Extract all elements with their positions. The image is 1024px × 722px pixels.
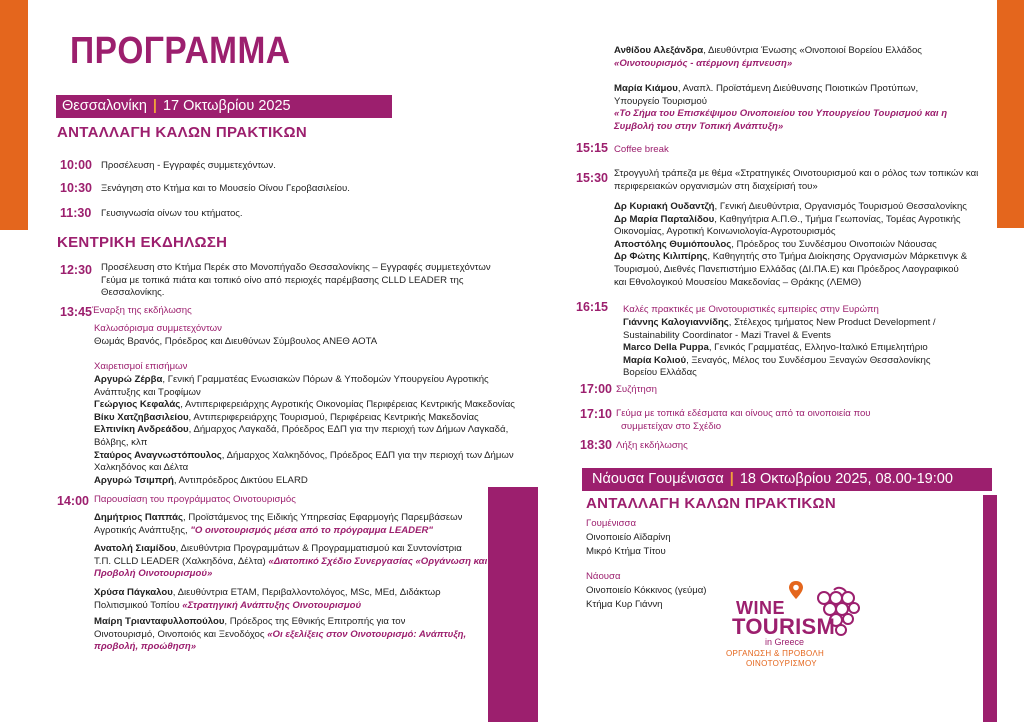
- talk-title: «Το Σήμα του Επισκέψιμου Οινοποιείου του Υπουργείου Τουρισμού και η: [614, 108, 948, 120]
- item-1230-line: Προσέλευση στο Κτήμα Περέκ στο Μονοπήγαδο Θεσσαλονίκης – Εγγραφές συμμετεχόντων: [101, 262, 491, 273]
- logo-in-greece: in Greece: [765, 637, 805, 647]
- speaker-name: Δημήτριος Παππάς: [94, 512, 184, 523]
- visit-item: Οινοποιείο Κόκκινος (γεύμα): [586, 585, 707, 596]
- speaker-name: Αποστόλης Θυμιόπουλος: [614, 238, 732, 250]
- day1-date: 17 Οκτωβρίου 2025: [162, 98, 291, 114]
- speaker-name: Μαρία Κολιού: [623, 354, 687, 366]
- area-goumenissa: Γουμένισσα: [586, 518, 636, 529]
- talk-title: Προβολή Οινοτουρισμού»: [94, 568, 213, 580]
- item-1030: Ξενάγηση στο Κτήμα και το Μουσείο Οίνου Γεροβασιλείου.: [101, 183, 350, 194]
- logo-tagline: ΟΡΓΑΝΩΣΗ & ΠΡΟΒΟΛΗ: [726, 649, 825, 658]
- greeting-line: Βίκυ Χατζηβασιλείου, Αντιπεριφερειάρχης Τουρισμού, Περιφέρειας Κεντρικής Μακεδονίας: [94, 411, 479, 423]
- day1-section-main-event: ΚΕΝΤΡΙΚΗ ΕΚΔΗΛΩΣΗ: [57, 234, 228, 251]
- best-practices-speakers: Γιάννης Καλογιαννίδης, Στέλεχος τμήματος New Product Development / Sustainability Coordinator - Mazi Travel & Events Marco Della Puppa, Γενικός Γραμματέας, Ελληνο-Ιταλικό Επιμελητήριο Μαρία Κολιού, Ξεναγός, Μέλος του Συνδέσμου Ξεναγών Θεσσαλονίκης Βορείου Ελλάδας: [623, 317, 936, 379]
- item-1230-line: Θεσσαλονίκης.: [101, 287, 165, 299]
- time-1615: 16:15: [576, 300, 608, 314]
- time-1700: 17:00: [580, 382, 612, 396]
- time-1230: 12:30: [60, 263, 92, 277]
- time-1515: 15:15: [576, 141, 608, 155]
- coffee-break: Coffee break: [614, 144, 669, 155]
- item-1000: Προσέλευση - Εγγραφές συμμετεχόντων.: [101, 160, 276, 171]
- speaker-name: Χρύσα Πάγκαλου: [94, 586, 173, 598]
- greetings-list: [94, 374, 515, 487]
- talk-title: «Διατοπικό Σχέδιο Συνεργασίας «Οργάνωση και: [268, 555, 488, 567]
- visit-item: Μικρό Κτήμα Τίτου: [586, 546, 666, 557]
- speaker-name: Ανθίδου Αλεξάνδρα: [614, 45, 704, 56]
- band-separator: |: [152, 98, 157, 114]
- day2-place: Νάουσα Γουμένισσα: [592, 471, 724, 487]
- round-table-panel: Δρ Κυριακή Ουδαντζή, Γενική Διευθύντρια, Οργανισμός Τουρισμού Θεσσαλονίκης Δρ Μαρία Παρταλίδου, Καθηγήτρια Α.Π.Θ., Τμήμα Γεωπονίας, Τομέας Αγροτικής Οικονομίας, Αγροτική Κοινωνιολογία-Αγροτουρισμός Αποστόλης Θυμιόπουλος, Πρόεδρος του Συνδέσμου Οινοποιών Νάουσας Δρ Φώτης Κιλιπίρης, Καθηγητής στο Τμήμα Διοίκησης Οργανισμών Μάρκετινγκ & Τουρισμού, Διεθνές Πανεπιστήμιο Ελλάδας (ΔΙ.ΠΑ.Ε) και Πρόεδρος Λαογραφικού και Εθνολογικού Μουσείου Μακεδονίας – Θράκης (ΛΕΜΘ): [614, 201, 968, 288]
- speaker-name: Ανατολή Σιαμίδου: [94, 543, 176, 555]
- day2-date-band: [582, 468, 992, 491]
- talk-title: "Ο οινοτουρισμός μέσα από το πρόγραμμα LEADER": [190, 524, 433, 536]
- welcome-heading: Καλωσόρισμα συμμετεχόντων: [94, 323, 222, 334]
- talk-title: «Οι εξελίξεις στον Οινοτουρισμό: Ανάπτυξη,: [267, 628, 467, 640]
- speaker-name: Marco Della Puppa: [623, 342, 709, 354]
- time-1830: 18:30: [580, 438, 612, 452]
- talk-title: «Οινοτουρισμός - ατέρμονη έμπνευση»: [614, 57, 793, 69]
- day2-section-best-practices: ΑΝΤΑΛΛΑΓΗ ΚΑΛΩΝ ΠΡΑΚΤΙΚΩΝ: [586, 495, 837, 512]
- greeting-line: Χαλκηδόνος και Δέλτα: [94, 462, 189, 474]
- day1-city: Θεσσαλονίκη: [62, 98, 147, 114]
- greeting-line: Αργυρώ Τσιμπρή, Αντιπρόεδρος Δικτύου ELARD: [94, 474, 308, 486]
- item-1230: [101, 262, 491, 300]
- greeting-line: Γεώργιος Κεφαλάς, Αντιπεριφερειάρχης Αγροτικής Οικονομίας Περιφέρειας Κεντρικής Μακεδονίας: [94, 399, 515, 411]
- welcome-speaker: Θωμάς Βρανός, Πρόεδρος και Διευθύνων Σύμβουλος ΑΝΕΘ ΑΟΤΑ: [94, 336, 378, 347]
- speaker-name: Ελπινίκη Ανδρεάδου: [94, 424, 189, 436]
- best-practices-heading: Καλές πρακτικές με Οινοτουριστικές εμπειρίες στην Ευρώπη: [623, 304, 879, 315]
- talk-title: Συμβολή του στην Τοπική Ανάπτυξη»: [614, 120, 784, 132]
- area-naousa: Νάουσα: [586, 571, 621, 582]
- band-separator: |: [729, 471, 734, 487]
- greetings-heading: Χαιρετισμοί επισήμων: [94, 361, 188, 372]
- time-1130: 11:30: [60, 206, 92, 220]
- greeting-line: Αργυρώ Ζέρβα, Γενική Γραμματέας Ενωσιακών Πόρων & Υποδομών Υπουργείου Αγροτικής: [94, 374, 489, 385]
- greeting-line: Ανάπτυξης και Τροφίμων: [94, 386, 201, 398]
- speaker-name: Σταύρος Αναγνωστόπουλος: [94, 449, 222, 461]
- item-1130: Γευσιγνωσία οίνων του κτήματος.: [101, 208, 243, 219]
- speaker-name: Μαρία Κιάμου: [614, 83, 678, 95]
- visit-item: Κτήμα Κυρ Γιάννη: [586, 599, 663, 610]
- time-1030: 10:30: [60, 181, 92, 195]
- page-title: ΠΡΟΓΡΑΜΜΑ: [70, 30, 291, 72]
- visit-item: Οινοποιείο Αϊδαρίνη: [586, 532, 671, 543]
- center-purple-bar: [488, 487, 538, 722]
- logo-word-tourism: TOURISM: [732, 614, 836, 639]
- day1-date-band: [56, 95, 392, 118]
- day1-section-best-practices: ΑΝΤΑΛΛΑΓΗ ΚΑΛΩΝ ΠΡΑΚΤΙΚΩΝ: [57, 124, 308, 141]
- time-1000: 10:00: [60, 158, 92, 172]
- time-1400: 14:00: [57, 494, 89, 508]
- speaker-name: Γεώργιος Κεφαλάς: [94, 399, 181, 411]
- bottom-right-purple-bar: [983, 495, 997, 722]
- speaker-name: Αργυρώ Τσιμπρή: [94, 474, 174, 486]
- time-1710: 17:10: [580, 407, 612, 421]
- speaker-name: Δρ Μαρία Παρταλίδου: [614, 213, 715, 225]
- discussion: Συζήτηση: [616, 384, 657, 395]
- greeting-line: Βόλβης, κλπ: [94, 436, 148, 448]
- opening-heading: Έναρξη της εκδήλωσης: [92, 305, 192, 316]
- speaker-name: Δρ Κυριακή Ουδαντζή: [614, 201, 715, 212]
- left-orange-bar: [0, 0, 28, 230]
- lunch: Γεύμα με τοπικά εδέσματα και οίνους από τα οινοποιεία που συμμετείχαν στο Σχέδιο: [616, 408, 871, 432]
- wine-tourism-logo: [726, 580, 872, 675]
- greeting-line: Ελπινίκη Ανδρεάδου, Δήμαρχος Λαγκαδά, Πρόεδρος ΕΔΠ για την περιοχή των Δήμων Λαγκαδά,: [94, 424, 509, 436]
- time-1345: 13:45: [60, 305, 92, 319]
- closing: Λήξη εκδήλωσης: [616, 440, 688, 451]
- right-orange-bar: [997, 0, 1024, 228]
- greeting-line: Σταύρος Αναγνωστόπουλος, Δήμαρχος Χαλκηδόνος, Πρόεδρος ΕΔΠ για την περιοχή των Δήμων: [94, 449, 514, 461]
- speaker-name: Αργυρώ Ζέρβα: [94, 374, 163, 385]
- logo-word-wine: WINE: [736, 598, 785, 618]
- time-1530: 15:30: [576, 171, 608, 185]
- speaker-name: Βίκυ Χατζηβασιλείου: [94, 411, 189, 423]
- location-pin-icon: [788, 580, 804, 600]
- right-presentations: Ανθίδου Αλεξάνδρα, Διευθύντρια Ένωσης «Οινοποιοί Βορείου Ελλάδος «Οινοτουρισμός - ατέρμονη έμπνευση» Μαρία Κιάμου, Αναπλ. Προϊστάμενη Διεύθυνσης Ποιοτικών Προτύπων, Υπουργείο Τουρισμού «Το Σήμα του Επισκέψιμου Οινοποιείου του Υπουργείου Τουρισμού και η Συμβολή του στην Τοπική Ανάπτυξη»: [614, 45, 948, 132]
- presentations-list: Δημήτριος Παππάς, Προϊστάμενος της Ειδικής Υπηρεσίας Εφαρμογής Παρεμβάσεων Αγροτικής Ανάπτυξης, "Ο οινοτουρισμός μέσα από το πρόγραμμα LEADER" Ανατολή Σιαμίδου, Διευθύντρια Προγραμμάτων & Προγραμματισμού και Συντονίστρια Τ.Π. CLLD LEADER (Χαλκηδόνα, Δέλτα) «Διατοπικό Σχέδιο Συνεργασίας «Οργάνωση και Προβολή Οινοτουρισμού» Χρύσα Πάγκαλου, Διευθύντρια ΕΤΑΜ, Περιβαλλοντολόγος, MSc, MEd, Διδάκτωρ Πολιτισμικού Τοπίου «Στρατηγική Ανάπτυξης Οινοτουρισμού Μαίρη Τριανταφυλλοπούλου, Πρόεδρος της Εθνικής Επιτροπής για τον Οινοτουρισμό, Οινοποιός και Ξενοδόχος «Οι εξελίξεις στον Οινοτουρισμό: Ανάπτυξη, προβολή, προώθηση»: [94, 512, 488, 653]
- talk-title: «Στρατηγική Ανάπτυξης Οινοτουρισμού: [182, 599, 362, 611]
- day2-date: 18 Οκτωβρίου 2025, 08.00-19:00: [739, 471, 953, 487]
- speaker-name: Μαίρη Τριανταφυλλοπούλου: [94, 616, 225, 628]
- round-table-topic: Στρογγυλή τράπεζα με θέμα «Στρατηγικές Οινοτουρισμού και ο ρόλος των τοπικών και περιφερειακών οργανισμών στη διαχείρισή του»: [614, 168, 979, 192]
- logo-tagline: ΟΙΝΟΤΟΥΡΙΣΜΟΥ: [746, 659, 817, 668]
- presentation-heading: Παρουσίαση του προγράμματος Οινοτουρισμός: [94, 494, 296, 505]
- speaker-name: Δρ Φώτης Κιλιπίρης: [614, 251, 708, 263]
- item-1230-line: Γεύμα με τοπικά πιάτα και τοπικό οίνο από περιοχές παρέμβασης CLLD LEADER της: [101, 274, 464, 286]
- speaker-name: Γιάννης Καλογιαννίδης: [623, 317, 729, 328]
- talk-title: προβολή, προώθηση»: [94, 641, 197, 653]
